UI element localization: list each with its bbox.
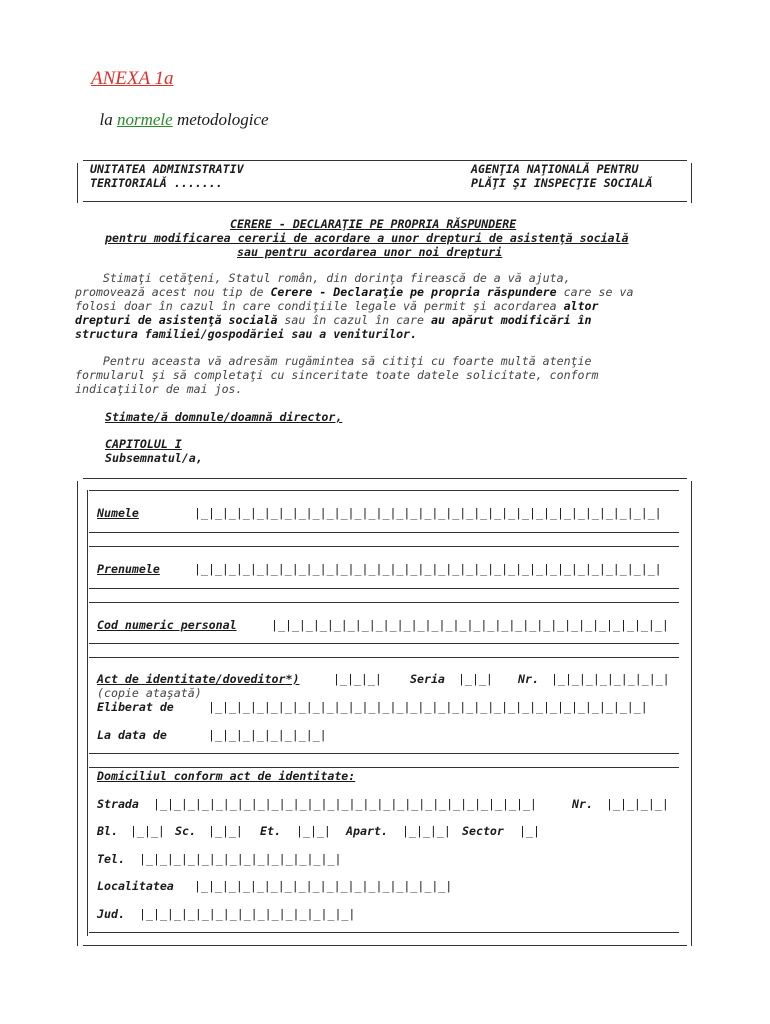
localitatea-input[interactable]: |_|_|_|_|_|_|_|_|_|_|_|_|_|_|_|_|_|_| [194,879,453,893]
sector-input[interactable]: |_| [519,824,540,838]
top-box-right [691,163,692,203]
intro-p1-l5: structura familiei/gospodăriei sau a veniturilor. [75,327,418,341]
bl-input[interactable]: |_|_| [130,824,165,838]
form-box-left [77,481,78,946]
la-text: la [99,110,113,129]
intro-p2-l3: indicaţiilor de mai jos. [75,382,243,396]
numele-box-top [89,490,679,491]
localitatea-label: Localitatea [97,879,174,893]
nr2-input[interactable]: |_|_|_|_| [606,797,669,811]
numele-input[interactable]: |_|_|_|_|_|_|_|_|_|_|_|_|_|_|_|_|_|_|_|_|_|_|_|_|_|_|_|_|_|_|_|_|_| [194,506,662,520]
intro-p2-l1: Pentru aceasta vă adresăm rugămintea să citiţi cu foarte multă atenţie [75,354,592,368]
apart-label: Apart. [346,824,388,838]
sector-label: Sector [462,824,504,838]
unit-admin-line2: TERITORIALĂ ....... [90,176,223,190]
eliberat-input[interactable]: |_|_|_|_|_|_|_|_|_|_|_|_|_|_|_|_|_|_|_|_|_|_|_|_|_|_|_|_|_|_|_| [208,700,648,714]
seria-input[interactable]: |_|_| [458,672,493,686]
intro-p1-l4: drepturi de asistenţă socială sau în cazul în care au apărut modificări în [75,313,592,327]
tel-label: Tel. [97,852,125,866]
top-box-top [83,160,687,161]
et-input[interactable]: |_|_| [296,824,331,838]
agency-line2: PLĂŢI ŞI INSPECŢIE SOCIALĂ [471,176,653,190]
nr2-label: Nr. [572,797,593,811]
normele-link[interactable]: normele [116,110,173,129]
prenumele-box-bottom [89,588,679,589]
bl-label: Bl. [97,824,118,838]
act-box-bottom [89,753,679,754]
top-box-left [77,163,78,203]
form-subtitle-1: pentru modificarea cererii de acordare a unor drepturi de asistenţă socială [105,231,629,245]
intro-p2-l2: formularul şi să completaţi cu sinceritate toate datele solicitate, conform [75,368,599,382]
form-title: CERERE - DECLARAŢIE PE PROPRIA RĂSPUNDERE [230,217,517,231]
numele-box-bottom [89,532,679,533]
eliberat-label: Eliberat de [97,700,174,714]
chapter-title: CAPITOLUL I [105,437,182,451]
sc-input[interactable]: |_|_| [208,824,243,838]
form-box-top [83,478,687,479]
act-label: Act de identitate/doveditor*) [97,672,300,686]
prenumele-box-top [89,546,679,547]
annex-subtitle [91,90,269,130]
jud-input[interactable]: |_|_|_|_|_|_|_|_|_|_|_|_|_|_|_| [139,907,356,921]
agency-line1: AGENŢIA NAŢIONALĂ PENTRU [471,162,639,176]
strada-label: Strada [97,797,139,811]
sc-label: Sc. [175,824,196,838]
intro-p1-l2: promovează acest nou tip de Cerere - Declaraţie pe propria răspundere care se va [75,285,634,299]
annex-title: ANEXA 1a [91,68,174,89]
act-input[interactable]: |_|_|_| [333,672,382,686]
la-data-label: La data de [97,728,167,742]
unit-admin-line1: UNITATEA ADMINISTRATIV [90,162,244,176]
form-subtitle-2: sau pentru acordarea unor noi drepturi [237,245,503,259]
top-box-bottom [83,201,687,202]
seria-label: Seria [410,672,445,686]
subsemnatul: Subsemnatul/a, [105,451,203,465]
tel-input[interactable]: |_|_|_|_|_|_|_|_|_|_|_|_|_|_| [139,852,342,866]
copie-note: (copie ataşată) [97,686,202,700]
inner-left-bar [87,490,88,936]
apart-input[interactable]: |_|_|_| [402,824,451,838]
dom-box-top [89,767,679,768]
salutation: Stimate/ă domnule/doamnă director, [105,410,343,424]
prenumele-label: Prenumele [97,562,160,576]
prenumele-input[interactable]: |_|_|_|_|_|_|_|_|_|_|_|_|_|_|_|_|_|_|_|_|_|_|_|_|_|_|_|_|_|_|_|_|_| [194,562,662,576]
metodologice-text: metodologice [176,110,269,129]
cnp-input[interactable]: |_|_|_|_|_|_|_|_|_|_|_|_|_|_|_|_|_|_|_|_|_|_|_|_|_|_|_|_| [271,618,669,632]
nr-label: Nr. [518,672,539,686]
form-box-right [691,481,692,946]
domiciliul-label: Domiciliul conform act de identitate: [97,769,356,783]
strada-input[interactable]: |_|_|_|_|_|_|_|_|_|_|_|_|_|_|_|_|_|_|_|_|_|_|_|_|_|_|_| [153,797,537,811]
la-data-input[interactable]: |_|_|_|_|_|_|_|_| [208,728,327,742]
intro-p1-l1: Stimaţi cetăţeni, Statul român, din dorinţa firească de a vă ajuta, [75,271,571,285]
act-box-top [89,657,679,658]
cnp-label: Cod numeric personal [97,618,237,632]
numele-label: Numele [97,506,139,520]
cnp-box-top [89,602,679,603]
nr-input[interactable]: |_|_|_|_|_|_|_|_| [551,672,670,686]
dom-box-bottom [89,932,679,933]
et-label: Et. [260,824,281,838]
intro-p1-l3: folosi doar în cazul în care condiţiile legale vă permit şi acordarea altor [75,299,599,313]
cnp-box-bottom [89,643,679,644]
form-box-bottom [83,945,687,946]
jud-label: Jud. [97,907,125,921]
